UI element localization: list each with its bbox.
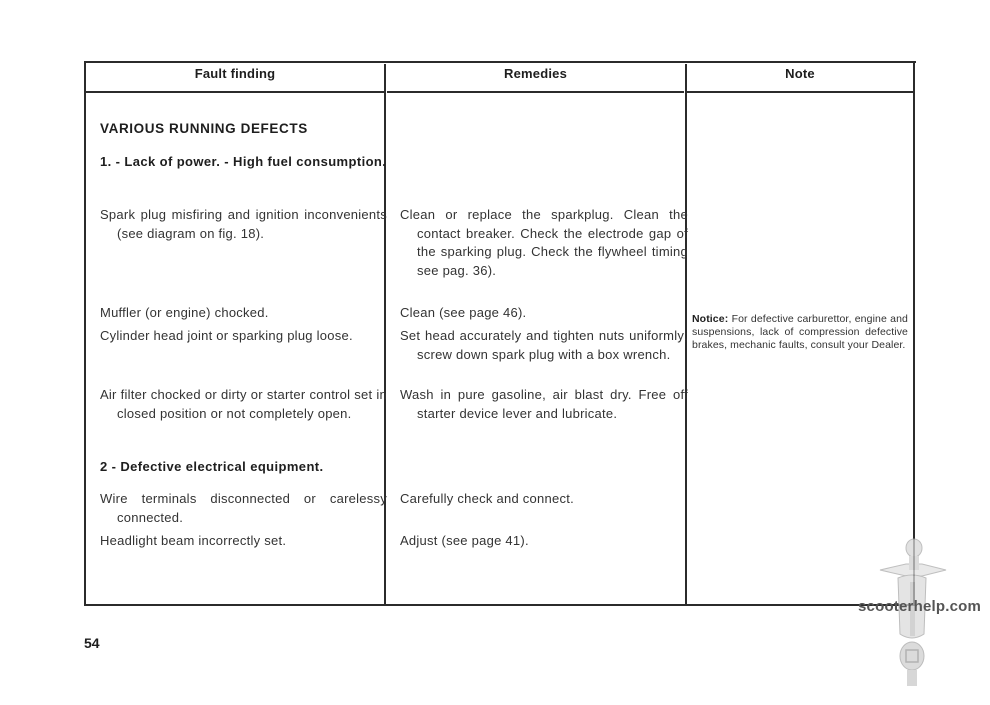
remedy-wire-terminals: Carefully check and connect. (400, 491, 574, 506)
watermark-text: scooterhelp.com (858, 598, 982, 615)
page-number: 54 (84, 635, 100, 651)
notice-label: Notice: (692, 313, 729, 325)
header-note: Note (785, 66, 815, 81)
table-bottom-rule (84, 604, 916, 606)
section-subtitle-lack-of-power: 1. - Lack of power. - High fuel consumption. (100, 154, 387, 169)
table-top-rule (84, 61, 916, 63)
remedy-cylinder-head: Set head accurately and tighten nuts uniformly; screw down spark plug with a box wrench. (400, 328, 688, 362)
table-left-border (84, 61, 86, 606)
notice-text-block (692, 313, 908, 353)
header-rule-col3 (687, 91, 915, 93)
remedy-air-filter: Wash in pure gasoline, air blast dry. Free off starter device lever and lubricate. (400, 387, 688, 421)
header-fault-finding: Fault finding (194, 66, 276, 81)
fault-headlight: Headlight beam incorrectly set. (100, 533, 287, 548)
fault-cylinder-head: Cylinder head joint or sparking plug loose. (100, 328, 353, 343)
header-remedies: Remedies (503, 66, 568, 81)
remedy-headlight: Adjust (see page 41). (400, 533, 529, 548)
header-rule-col1 (84, 91, 384, 93)
fault-spark-plug: Spark plug misfiring and ignition inconvenients (see diagram on fig. 18). (100, 207, 387, 241)
section-subtitle-electrical: 2 - Defective electrical equipment. (100, 459, 324, 474)
notice-body: For defective carburettor, engine and suspensions, lack of compression defective brakes, mechanic faults, consult your Dealer. (692, 313, 908, 352)
fault-muffler: Muffler (or engine) chocked. (100, 305, 269, 320)
fault-wire-terminals: Wire terminals disconnected or carelessy connected. (100, 491, 387, 525)
table-right-border (913, 61, 915, 606)
fault-air-filter: Air filter chocked or dirty or starter control set in closed position or not completely open. (100, 387, 387, 421)
remedy-spark-plug: Clean or replace the sparkplug. Clean the contact breaker. Check the electrode gap of the sparking plug. Check the flywheel timing see pag. 36). (400, 207, 688, 278)
section-title: VARIOUS RUNNING DEFECTS (100, 121, 308, 136)
header-rule-col2 (387, 91, 684, 93)
remedy-muffler: Clean (see page 46). (400, 305, 527, 320)
